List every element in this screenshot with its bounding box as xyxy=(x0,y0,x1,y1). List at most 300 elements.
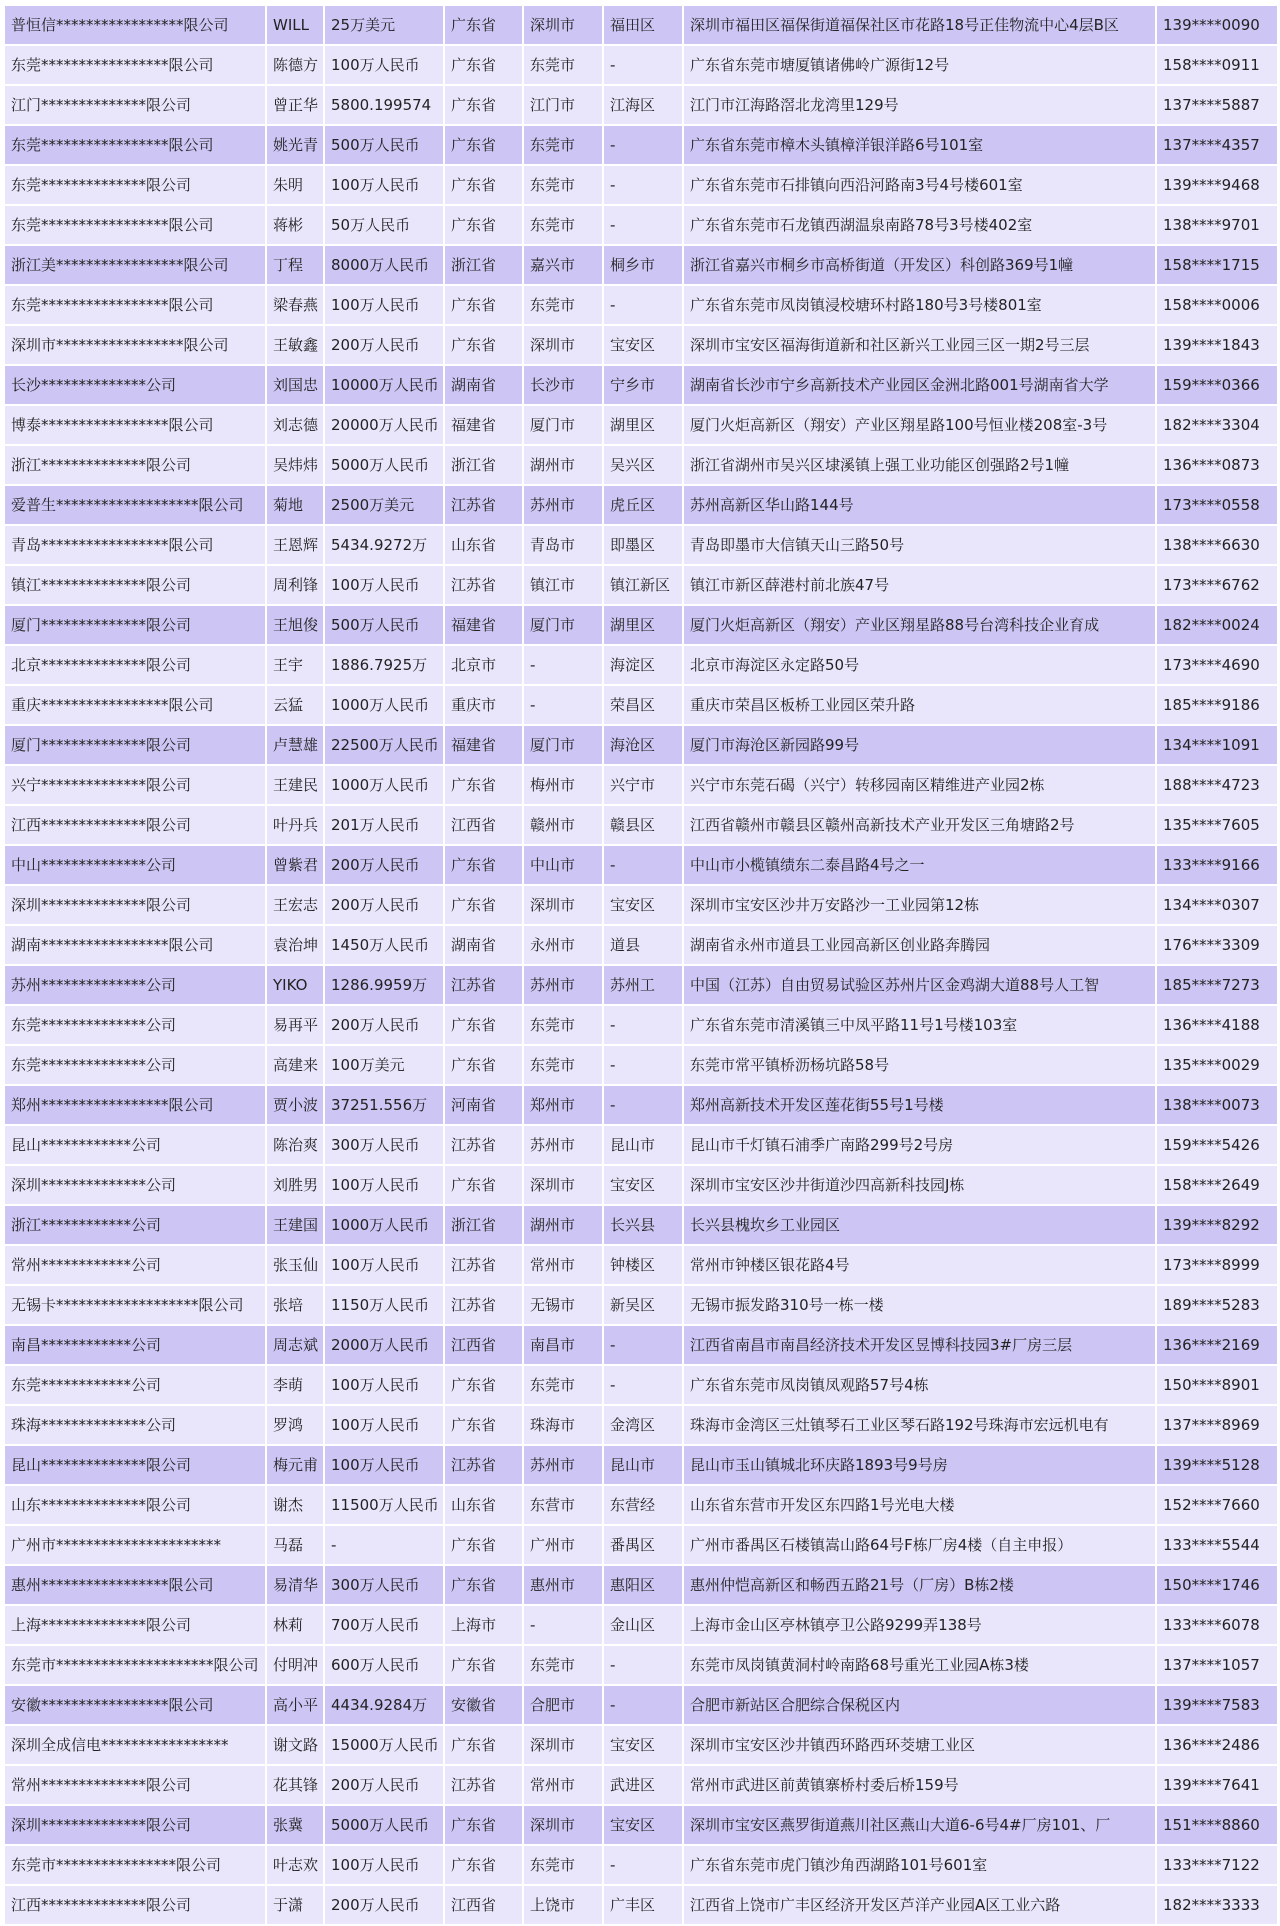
company-name-cell: 深圳**************公司 xyxy=(4,1165,266,1205)
contact-name-cell: 王旭俊 xyxy=(266,605,324,645)
phone-cell: 173****0558 xyxy=(1156,485,1278,525)
address-cell: 昆山市千灯镇石浦季广南路299号2号房 xyxy=(683,1125,1156,1165)
province-cell: 江西省 xyxy=(444,1885,523,1925)
district-cell: 宝安区 xyxy=(603,885,683,925)
city-cell: 常州市 xyxy=(523,1245,603,1285)
province-cell: 广东省 xyxy=(444,125,523,165)
phone-cell: 138****9701 xyxy=(1156,205,1278,245)
company-name-cell: 东莞市****************限公司 xyxy=(4,1845,266,1885)
registered-capital-cell: 1000万人民币 xyxy=(324,765,444,805)
table-row xyxy=(4,805,1278,845)
address-cell: 深圳市福田区福保街道福保社区市花路18号正佳物流中心4层B区 xyxy=(683,5,1156,45)
city-cell: 镇江市 xyxy=(523,565,603,605)
district-cell: 江海区 xyxy=(603,85,683,125)
address-cell: 东莞市凤岗镇黄洞村岭南路68号重光工业园A栋3楼 xyxy=(683,1645,1156,1685)
registered-capital-cell: 1000万人民币 xyxy=(324,685,444,725)
contact-name-cell: 陈治爽 xyxy=(266,1125,324,1165)
district-cell: 番禺区 xyxy=(603,1525,683,1565)
province-cell: 广东省 xyxy=(444,1645,523,1685)
province-cell: 江苏省 xyxy=(444,1765,523,1805)
registered-capital-cell: 600万人民币 xyxy=(324,1645,444,1685)
table-row xyxy=(4,925,1278,965)
address-cell: 广东省东莞市清溪镇三中凤平路11号1号楼103室 xyxy=(683,1005,1156,1045)
table-row xyxy=(4,1765,1278,1805)
phone-cell: 158****1715 xyxy=(1156,245,1278,285)
registered-capital-cell: 200万人民币 xyxy=(324,1005,444,1045)
phone-cell: 158****0911 xyxy=(1156,45,1278,85)
address-cell: 中山市小榄镇绩东二泰昌路4号之一 xyxy=(683,845,1156,885)
registered-capital-cell: 100万人民币 xyxy=(324,565,444,605)
table-row xyxy=(4,165,1278,205)
address-cell: 无锡市振发路310号一栋一楼 xyxy=(683,1285,1156,1325)
table-row xyxy=(4,1605,1278,1645)
address-cell: 常州市武进区前黄镇寨桥村委后桥159号 xyxy=(683,1765,1156,1805)
district-cell: 长兴县 xyxy=(603,1205,683,1245)
table-row xyxy=(4,1005,1278,1045)
table-row xyxy=(4,1525,1278,1565)
company-name-cell: 江西**************限公司 xyxy=(4,805,266,845)
company-name-cell: 东莞**************限公司 xyxy=(4,165,266,205)
city-cell: 无锡市 xyxy=(523,1285,603,1325)
province-cell: 湖南省 xyxy=(444,365,523,405)
district-cell: - xyxy=(603,845,683,885)
address-cell: 深圳市宝安区沙井万安路沙一工业园第12栋 xyxy=(683,885,1156,925)
company-name-cell: 厦门**************限公司 xyxy=(4,725,266,765)
company-name-cell: 郑州*****************限公司 xyxy=(4,1085,266,1125)
registered-capital-cell: 200万人民币 xyxy=(324,1885,444,1925)
province-cell: 广东省 xyxy=(444,765,523,805)
district-cell: 苏州工 xyxy=(603,965,683,1005)
company-name-cell: 北京**************限公司 xyxy=(4,645,266,685)
address-cell: 深圳市宝安区沙井街道沙四高新科技园J栋 xyxy=(683,1165,1156,1205)
phone-cell: 173****8999 xyxy=(1156,1245,1278,1285)
province-cell: 广东省 xyxy=(444,1805,523,1845)
table-row xyxy=(4,485,1278,525)
phone-cell: 159****0366 xyxy=(1156,365,1278,405)
district-cell: 广丰区 xyxy=(603,1885,683,1925)
table-row xyxy=(4,1445,1278,1485)
address-cell: 广东省东莞市凤岗镇浸校塘环村路180号3号楼801室 xyxy=(683,285,1156,325)
registered-capital-cell: 100万人民币 xyxy=(324,45,444,85)
province-cell: 浙江省 xyxy=(444,245,523,285)
contact-name-cell: 梅元甫 xyxy=(266,1445,324,1485)
phone-cell: 139****9468 xyxy=(1156,165,1278,205)
registered-capital-cell: 100万人民币 xyxy=(324,1845,444,1885)
city-cell: - xyxy=(523,1605,603,1645)
contact-name-cell: 菊地 xyxy=(266,485,324,525)
address-cell: 江门市江海路滘北龙湾里129号 xyxy=(683,85,1156,125)
table-row xyxy=(4,285,1278,325)
phone-cell: 138****0073 xyxy=(1156,1085,1278,1125)
registered-capital-cell: 2500万美元 xyxy=(324,485,444,525)
contact-name-cell: 张玉仙 xyxy=(266,1245,324,1285)
district-cell: 宝安区 xyxy=(603,1725,683,1765)
province-cell: 广东省 xyxy=(444,1045,523,1085)
city-cell: 东莞市 xyxy=(523,165,603,205)
province-cell: 江苏省 xyxy=(444,965,523,1005)
phone-cell: 182****0024 xyxy=(1156,605,1278,645)
contact-name-cell: 谢文路 xyxy=(266,1725,324,1765)
district-cell: 兴宁市 xyxy=(603,765,683,805)
contact-name-cell: 易再平 xyxy=(266,1005,324,1045)
table-row xyxy=(4,405,1278,445)
contact-name-cell: 王恩辉 xyxy=(266,525,324,565)
province-cell: 北京市 xyxy=(444,645,523,685)
province-cell: 江苏省 xyxy=(444,1445,523,1485)
phone-cell: 138****6630 xyxy=(1156,525,1278,565)
address-cell: 中国（江苏）自由贸易试验区苏州片区金鸡湖大道88号人工智 xyxy=(683,965,1156,1005)
table-row xyxy=(4,1485,1278,1525)
city-cell: 梅州市 xyxy=(523,765,603,805)
address-cell: 苏州高新区华山路144号 xyxy=(683,485,1156,525)
phone-cell: 135****7605 xyxy=(1156,805,1278,845)
district-cell: - xyxy=(603,285,683,325)
city-cell: 东莞市 xyxy=(523,1845,603,1885)
contact-name-cell: 周利锋 xyxy=(266,565,324,605)
province-cell: 福建省 xyxy=(444,725,523,765)
address-cell: 兴宁市东莞石碣（兴宁）转移园南区精维进产业园2栋 xyxy=(683,765,1156,805)
registered-capital-cell: 100万美元 xyxy=(324,1045,444,1085)
contact-name-cell: 丁程 xyxy=(266,245,324,285)
district-cell: 惠阳区 xyxy=(603,1565,683,1605)
table-row xyxy=(4,645,1278,685)
district-cell: - xyxy=(603,165,683,205)
registered-capital-cell: 100万人民币 xyxy=(324,285,444,325)
contact-name-cell: 卢慧雄 xyxy=(266,725,324,765)
contact-name-cell: 谢杰 xyxy=(266,1485,324,1525)
address-cell: 浙江省湖州市吴兴区埭溪镇上强工业功能区创强路2号1幢 xyxy=(683,445,1156,485)
table-row xyxy=(4,5,1278,45)
table-row xyxy=(4,605,1278,645)
company-name-cell: 厦门**************限公司 xyxy=(4,605,266,645)
table-row xyxy=(4,325,1278,365)
district-cell: 虎丘区 xyxy=(603,485,683,525)
province-cell: 福建省 xyxy=(444,605,523,645)
province-cell: 安徽省 xyxy=(444,1685,523,1725)
registered-capital-cell: 22500万人民币 xyxy=(324,725,444,765)
registered-capital-cell: 200万人民币 xyxy=(324,845,444,885)
phone-cell: 134****0307 xyxy=(1156,885,1278,925)
contact-name-cell: 叶丹兵 xyxy=(266,805,324,845)
contact-name-cell: 付明冲 xyxy=(266,1645,324,1685)
table-row xyxy=(4,1565,1278,1605)
address-cell: 惠州仲恺高新区和畅西五路21号（厂房）B栋2楼 xyxy=(683,1565,1156,1605)
district-cell: 东营经 xyxy=(603,1485,683,1525)
phone-cell: 139****7583 xyxy=(1156,1685,1278,1725)
phone-cell: 133****7122 xyxy=(1156,1845,1278,1885)
address-cell: 上海市金山区亭林镇亭卫公路9299弄138号 xyxy=(683,1605,1156,1645)
district-cell: 金湾区 xyxy=(603,1405,683,1445)
district-cell: 金山区 xyxy=(603,1605,683,1645)
city-cell: 珠海市 xyxy=(523,1405,603,1445)
district-cell: 海沧区 xyxy=(603,725,683,765)
contact-name-cell: 李萌 xyxy=(266,1365,324,1405)
phone-cell: 136****0873 xyxy=(1156,445,1278,485)
contact-name-cell: 吴炜炜 xyxy=(266,445,324,485)
company-name-cell: 中山**************公司 xyxy=(4,845,266,885)
contact-name-cell: 刘胜男 xyxy=(266,1165,324,1205)
city-cell: 惠州市 xyxy=(523,1565,603,1605)
registered-capital-cell: 100万人民币 xyxy=(324,165,444,205)
contact-name-cell: 张冀 xyxy=(266,1805,324,1845)
company-name-cell: 深圳全成信电***************** xyxy=(4,1725,266,1765)
phone-cell: 136****2486 xyxy=(1156,1725,1278,1765)
company-name-cell: 无锡卡*******************限公司 xyxy=(4,1285,266,1325)
registered-capital-cell: 500万人民币 xyxy=(324,125,444,165)
district-cell: - xyxy=(603,1645,683,1685)
address-cell: 浙江省嘉兴市桐乡市高桥街道（开发区）科创路369号1幢 xyxy=(683,245,1156,285)
city-cell: 深圳市 xyxy=(523,5,603,45)
registered-capital-cell: 5800.199574 xyxy=(324,85,444,125)
company-name-cell: 东莞**************公司 xyxy=(4,1005,266,1045)
district-cell: 道县 xyxy=(603,925,683,965)
registered-capital-cell: 1150万人民币 xyxy=(324,1285,444,1325)
address-cell: 厦门火炬高新区（翔安）产业区翔星路100号恒业楼208室-3号 xyxy=(683,405,1156,445)
province-cell: 广东省 xyxy=(444,165,523,205)
province-cell: 广东省 xyxy=(444,85,523,125)
city-cell: 常州市 xyxy=(523,1765,603,1805)
table-row xyxy=(4,525,1278,565)
province-cell: 浙江省 xyxy=(444,445,523,485)
province-cell: 江苏省 xyxy=(444,1245,523,1285)
table-row xyxy=(4,365,1278,405)
phone-cell: 152****7660 xyxy=(1156,1485,1278,1525)
address-cell: 镇江市新区薛港村前北族47号 xyxy=(683,565,1156,605)
address-cell: 郑州高新技术开发区莲花街55号1号楼 xyxy=(683,1085,1156,1125)
city-cell: 深圳市 xyxy=(523,1805,603,1845)
district-cell: 宝安区 xyxy=(603,1805,683,1845)
company-name-cell: 江门**************限公司 xyxy=(4,85,266,125)
province-cell: 上海市 xyxy=(444,1605,523,1645)
city-cell: 东营市 xyxy=(523,1485,603,1525)
contact-name-cell: 蒋彬 xyxy=(266,205,324,245)
address-cell: 东莞市常平镇桥沥杨坑路58号 xyxy=(683,1045,1156,1085)
city-cell: 东莞市 xyxy=(523,45,603,85)
city-cell: 郑州市 xyxy=(523,1085,603,1125)
contact-name-cell: 姚光青 xyxy=(266,125,324,165)
table-row xyxy=(4,1285,1278,1325)
table-row xyxy=(4,1805,1278,1845)
phone-cell: 139****1843 xyxy=(1156,325,1278,365)
address-cell: 昆山市玉山镇城北环庆路1893号9号房 xyxy=(683,1445,1156,1485)
province-cell: 广东省 xyxy=(444,845,523,885)
table-row xyxy=(4,85,1278,125)
phone-cell: 150****8901 xyxy=(1156,1365,1278,1405)
address-cell: 广东省东莞市塘厦镇诸佛岭广源街12号 xyxy=(683,45,1156,85)
registered-capital-cell: 300万人民币 xyxy=(324,1565,444,1605)
table-row xyxy=(4,765,1278,805)
registered-capital-cell: 200万人民币 xyxy=(324,1765,444,1805)
company-name-cell: 常州************公司 xyxy=(4,1245,266,1285)
company-name-cell: 浙江**************限公司 xyxy=(4,445,266,485)
address-cell: 湖南省永州市道县工业园高新区创业路奔腾园 xyxy=(683,925,1156,965)
contact-name-cell: 于潇 xyxy=(266,1885,324,1925)
address-cell: 深圳市宝安区沙井镇西环路西环茭塘工业区 xyxy=(683,1725,1156,1765)
contact-name-cell: 曾紫君 xyxy=(266,845,324,885)
address-cell: 北京市海淀区永定路50号 xyxy=(683,645,1156,685)
province-cell: 山东省 xyxy=(444,1485,523,1525)
company-name-cell: 浙江美*****************限公司 xyxy=(4,245,266,285)
phone-cell: 139****7641 xyxy=(1156,1765,1278,1805)
company-name-cell: 东莞**************公司 xyxy=(4,1045,266,1085)
contact-name-cell: 罗鸿 xyxy=(266,1405,324,1445)
district-cell: - xyxy=(603,1845,683,1885)
city-cell: 苏州市 xyxy=(523,1125,603,1165)
district-cell: - xyxy=(603,1045,683,1085)
registered-capital-cell: 100万人民币 xyxy=(324,1245,444,1285)
contact-name-cell: 王建国 xyxy=(266,1205,324,1245)
district-cell: - xyxy=(603,205,683,245)
table-row xyxy=(4,885,1278,925)
table-row xyxy=(4,125,1278,165)
address-cell: 山东省东营市开发区东四路1号光电大楼 xyxy=(683,1485,1156,1525)
district-cell: 宝安区 xyxy=(603,325,683,365)
city-cell: 永州市 xyxy=(523,925,603,965)
company-name-cell: 长沙**************公司 xyxy=(4,365,266,405)
table-row xyxy=(4,1165,1278,1205)
registered-capital-cell: 15000万人民币 xyxy=(324,1725,444,1765)
registered-capital-cell: 1286.9959万 xyxy=(324,965,444,1005)
address-cell: 广州市番禺区石楼镇嵩山路64号F栋厂房4楼（自主申报） xyxy=(683,1525,1156,1565)
district-cell: - xyxy=(603,125,683,165)
address-cell: 江西省南昌市南昌经济技术开发区昱博科技园3#厂房三层 xyxy=(683,1325,1156,1365)
table-row xyxy=(4,845,1278,885)
contact-name-cell: 刘志德 xyxy=(266,405,324,445)
phone-cell: 139****8292 xyxy=(1156,1205,1278,1245)
city-cell: 苏州市 xyxy=(523,485,603,525)
registered-capital-cell: 5434.9272万 xyxy=(324,525,444,565)
province-cell: 广东省 xyxy=(444,1525,523,1565)
city-cell: 长沙市 xyxy=(523,365,603,405)
table-row xyxy=(4,1325,1278,1365)
table-row xyxy=(4,1205,1278,1245)
company-name-cell: 安徽*****************限公司 xyxy=(4,1685,266,1725)
company-name-cell: 广州市********************** xyxy=(4,1525,266,1565)
address-cell: 广东省东莞市樟木头镇樟洋银洋路6号101室 xyxy=(683,125,1156,165)
table-row xyxy=(4,205,1278,245)
province-cell: 广东省 xyxy=(444,1365,523,1405)
table-row xyxy=(4,1245,1278,1285)
address-cell: 厦门火炬高新区（翔安）产业区翔星路88号台湾科技企业育成 xyxy=(683,605,1156,645)
phone-cell: 137****4357 xyxy=(1156,125,1278,165)
company-name-cell: 浙江************公司 xyxy=(4,1205,266,1245)
phone-cell: 139****5128 xyxy=(1156,1445,1278,1485)
company-table xyxy=(3,4,1279,1926)
province-cell: 江苏省 xyxy=(444,1125,523,1165)
address-cell: 重庆市荣昌区板桥工业园区荣升路 xyxy=(683,685,1156,725)
city-cell: 苏州市 xyxy=(523,1445,603,1485)
city-cell: 深圳市 xyxy=(523,325,603,365)
table-row xyxy=(4,1405,1278,1445)
city-cell: 厦门市 xyxy=(523,605,603,645)
company-name-cell: 惠州*****************限公司 xyxy=(4,1565,266,1605)
city-cell: 合肥市 xyxy=(523,1685,603,1725)
phone-cell: 137****8969 xyxy=(1156,1405,1278,1445)
city-cell: 上饶市 xyxy=(523,1885,603,1925)
phone-cell: 189****5283 xyxy=(1156,1285,1278,1325)
table-row xyxy=(4,685,1278,725)
registered-capital-cell: 500万人民币 xyxy=(324,605,444,645)
contact-name-cell: 叶志欢 xyxy=(266,1845,324,1885)
province-cell: 广东省 xyxy=(444,1405,523,1445)
phone-cell: 185****7273 xyxy=(1156,965,1278,1005)
district-cell: 湖里区 xyxy=(603,405,683,445)
city-cell: 东莞市 xyxy=(523,1005,603,1045)
table-row xyxy=(4,565,1278,605)
registered-capital-cell: 100万人民币 xyxy=(324,1405,444,1445)
company-name-cell: 昆山************公司 xyxy=(4,1125,266,1165)
address-cell: 湖南省长沙市宁乡高新技术产业园区金洲北路001号湖南省大学 xyxy=(683,365,1156,405)
company-name-cell: 苏州**************公司 xyxy=(4,965,266,1005)
registered-capital-cell: 200万人民币 xyxy=(324,325,444,365)
phone-cell: 151****8860 xyxy=(1156,1805,1278,1845)
province-cell: 福建省 xyxy=(444,405,523,445)
address-cell: 深圳市宝安区福海街道新和社区新兴工业园三区一期2号三层 xyxy=(683,325,1156,365)
contact-name-cell: 朱明 xyxy=(266,165,324,205)
table-row xyxy=(4,725,1278,765)
table-row xyxy=(4,45,1278,85)
registered-capital-cell: 10000万人民币 xyxy=(324,365,444,405)
table-row xyxy=(4,1125,1278,1165)
company-name-cell: 南昌************公司 xyxy=(4,1325,266,1365)
registered-capital-cell: 100万人民币 xyxy=(324,1445,444,1485)
city-cell: - xyxy=(523,685,603,725)
company-name-cell: 常州**************限公司 xyxy=(4,1765,266,1805)
province-cell: 广东省 xyxy=(444,205,523,245)
contact-name-cell: 易清华 xyxy=(266,1565,324,1605)
district-cell: 钟楼区 xyxy=(603,1245,683,1285)
table-row xyxy=(4,1085,1278,1125)
company-name-cell: 东莞市*********************限公司 xyxy=(4,1645,266,1685)
city-cell: 东莞市 xyxy=(523,1645,603,1685)
contact-name-cell: 陈德方 xyxy=(266,45,324,85)
city-cell: 嘉兴市 xyxy=(523,245,603,285)
address-cell: 合肥市新站区合肥综合保税区内 xyxy=(683,1685,1156,1725)
registered-capital-cell: 50万人民币 xyxy=(324,205,444,245)
district-cell: - xyxy=(603,1365,683,1405)
district-cell: 宁乡市 xyxy=(603,365,683,405)
district-cell: - xyxy=(603,45,683,85)
contact-name-cell: 袁治坤 xyxy=(266,925,324,965)
registered-capital-cell: 100万人民币 xyxy=(324,1165,444,1205)
phone-cell: 159****5426 xyxy=(1156,1125,1278,1165)
district-cell: 赣县区 xyxy=(603,805,683,845)
district-cell: 镇江新区 xyxy=(603,565,683,605)
company-name-cell: 深圳**************限公司 xyxy=(4,885,266,925)
address-cell: 江西省上饶市广丰区经济开发区芦洋产业园A区工业六路 xyxy=(683,1885,1156,1925)
registered-capital-cell: 2000万人民币 xyxy=(324,1325,444,1365)
city-cell: 东莞市 xyxy=(523,1045,603,1085)
city-cell: 南昌市 xyxy=(523,1325,603,1365)
address-cell: 珠海市金湾区三灶镇琴石工业区琴石路192号珠海市宏远机电有 xyxy=(683,1405,1156,1445)
city-cell: 中山市 xyxy=(523,845,603,885)
province-cell: 江苏省 xyxy=(444,485,523,525)
registered-capital-cell: 25万美元 xyxy=(324,5,444,45)
phone-cell: 135****0029 xyxy=(1156,1045,1278,1085)
province-cell: 江西省 xyxy=(444,805,523,845)
contact-name-cell: 刘国忠 xyxy=(266,365,324,405)
province-cell: 广东省 xyxy=(444,285,523,325)
table-row xyxy=(4,1045,1278,1085)
registered-capital-cell: 100万人民币 xyxy=(324,1365,444,1405)
registered-capital-cell: - xyxy=(324,1525,444,1565)
province-cell: 广东省 xyxy=(444,1725,523,1765)
city-cell: 湖州市 xyxy=(523,445,603,485)
contact-name-cell: 王宇 xyxy=(266,645,324,685)
company-name-cell: 重庆*****************限公司 xyxy=(4,685,266,725)
district-cell: 海淀区 xyxy=(603,645,683,685)
address-cell: 深圳市宝安区燕罗街道燕川社区燕山大道6-6号4#厂房101、厂 xyxy=(683,1805,1156,1845)
